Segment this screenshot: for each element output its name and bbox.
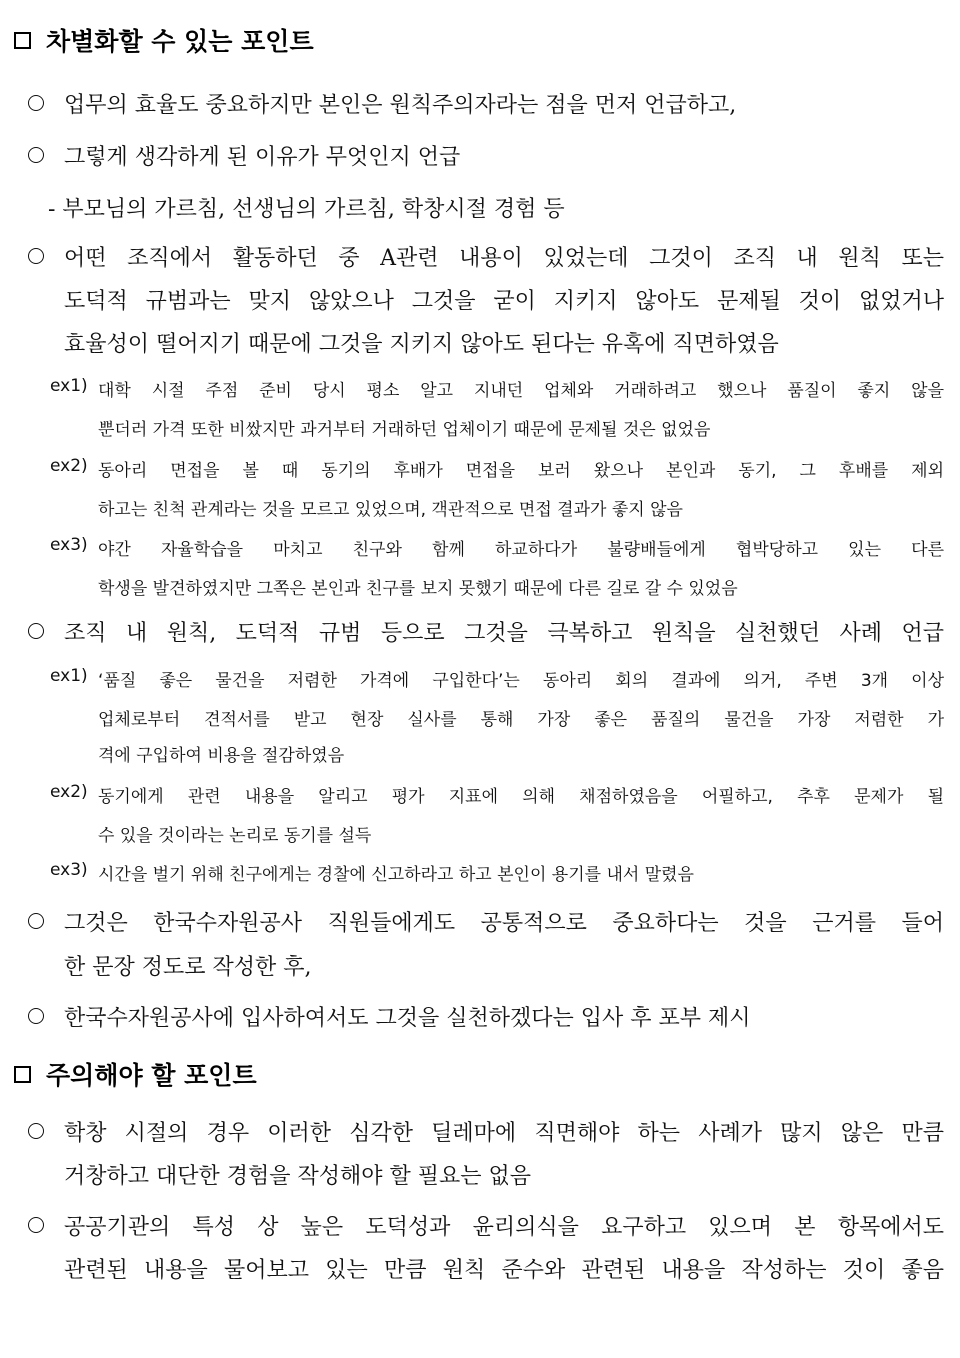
circle-bullet-icon xyxy=(28,248,44,264)
bullet-text-line: 한 문장 정도로 작성한 후, xyxy=(64,955,312,980)
example-text-line: 학생을 발견하였지만 그쪽은 본인과 친구를 보지 못했기 때문에 다른 길로 갈 수 있었음 xyxy=(98,579,738,599)
example-text-line: 동아리 면접을 볼 때 동기의 후배가 면접을 보러 왔으나 본인과 동기, 그 후배를 제외 xyxy=(98,461,944,481)
example-text-line: 시간을 벌기 위해 친구에게는 경찰에 신고하라고 하고 본인이 용기를 내서 말렸음 xyxy=(98,865,694,885)
circle-bullet-icon xyxy=(28,1123,44,1139)
checkbox-square-icon xyxy=(14,1066,31,1083)
bullet-text-line: 학창 시절의 경우 이러한 심각한 딜레마에 직면해야 하는 사례가 많지 않은 만큼 xyxy=(64,1121,944,1146)
bullet-text-line: 효율성이 떨어지기 때문에 그것을 지키지 않아도 된다는 유혹에 직면하였음 xyxy=(64,332,779,357)
example-tag: ex1) xyxy=(50,376,88,396)
bullet-text: 조직 내 원칙, 도덕적 규범 등으로 그것을 극복하고 원칙을 실천했던 사례 언급 xyxy=(64,621,944,646)
section-heading-text: 주의해야 할 포인트 xyxy=(46,1061,257,1090)
bullet-text-line: 어떤 조직에서 활동하던 중 A관련 내용이 있었는데 그것이 조직 내 원칙 또는 xyxy=(64,246,944,271)
checkbox-square-icon xyxy=(14,32,31,49)
example-text-line: ‘품질 좋은 물건을 저렴한 가격에 구입한다’는 동아리 회의 결과에 의거, 주변 3개 이상 xyxy=(98,671,944,691)
section-heading-cautions xyxy=(14,1054,257,1094)
section-heading-differentiation xyxy=(14,20,314,60)
example-text-line: 수 있을 것이라는 논리로 동기를 설득 xyxy=(98,826,372,846)
bullet-text-line: 도덕적 규범과는 맞지 않았으나 그것을 굳이 지키지 않아도 문제될 것이 없었거나 xyxy=(64,289,944,314)
example-text-line: 야간 자율학습을 마치고 친구와 함께 하교하다가 불량배들에게 협박당하고 있는 다른 xyxy=(98,540,944,560)
sub-list-item: - 부모님의 가르침, 선생님의 가르침, 학창시절 경험 등 xyxy=(48,197,565,222)
example-text-line: 하고는 친척 관계라는 것을 모르고 있었으며, 객관적으로 면접 결과가 좋지 않음 xyxy=(98,500,683,520)
circle-bullet-icon xyxy=(28,95,44,111)
example-text-line: 대학 시절 주점 준비 당시 평소 알고 지내던 업체와 거래하려고 했으나 품질이 좋지 않을 xyxy=(98,381,944,401)
circle-bullet-icon xyxy=(28,913,44,929)
section-heading-text: 차별화할 수 있는 포인트 xyxy=(46,27,314,56)
circle-bullet-icon xyxy=(28,147,44,163)
example-tag: ex3) xyxy=(50,535,88,555)
example-tag: ex2) xyxy=(50,456,88,476)
example-tag: ex1) xyxy=(50,666,88,686)
example-text-line: 격에 구입하여 비용을 절감하였음 xyxy=(98,746,345,766)
circle-bullet-icon xyxy=(28,1217,44,1233)
bullet-text: 그렇게 생각하게 된 이유가 무엇인지 언급 xyxy=(64,145,461,170)
example-tag: ex2) xyxy=(50,782,88,802)
example-text-line: 동기에게 관련 내용을 알리고 평가 지표에 의해 채점하였음을 어필하고, 추후 문제가 될 xyxy=(98,787,944,807)
example-text-line: 뿐더러 가격 또한 비쌌지만 과거부터 거래하던 업체이기 때문에 문제될 것은 없었음 xyxy=(98,420,711,440)
bullet-text-line: 거창하고 대단한 경험을 작성해야 할 필요는 없음 xyxy=(64,1164,532,1189)
example-text-line: 업체로부터 견적서를 받고 현장 실사를 통해 가장 좋은 품질의 물건을 가장 저렴한 가 xyxy=(98,710,944,730)
circle-bullet-icon xyxy=(28,1008,44,1024)
circle-bullet-icon xyxy=(28,623,44,639)
bullet-text: 업무의 효율도 중요하지만 본인은 원칙주의자라는 점을 먼저 언급하고, xyxy=(64,93,737,118)
bullet-text-line: 관련된 내용을 물어보고 있는 만큼 원칙 준수와 관련된 내용을 작성하는 것이 좋음 xyxy=(64,1258,944,1283)
bullet-text-line: 그것은 한국수자원공사 직원들에게도 공통적으로 중요하다는 것을 근거를 들어 xyxy=(64,911,944,936)
example-tag: ex3) xyxy=(50,860,88,880)
bullet-text: 한국수자원공사에 입사하여서도 그것을 실천하겠다는 입사 후 포부 제시 xyxy=(64,1006,751,1031)
bullet-text-line: 공공기관의 특성 상 높은 도덕성과 윤리의식을 요구하고 있으며 본 항목에서도 xyxy=(64,1215,944,1240)
